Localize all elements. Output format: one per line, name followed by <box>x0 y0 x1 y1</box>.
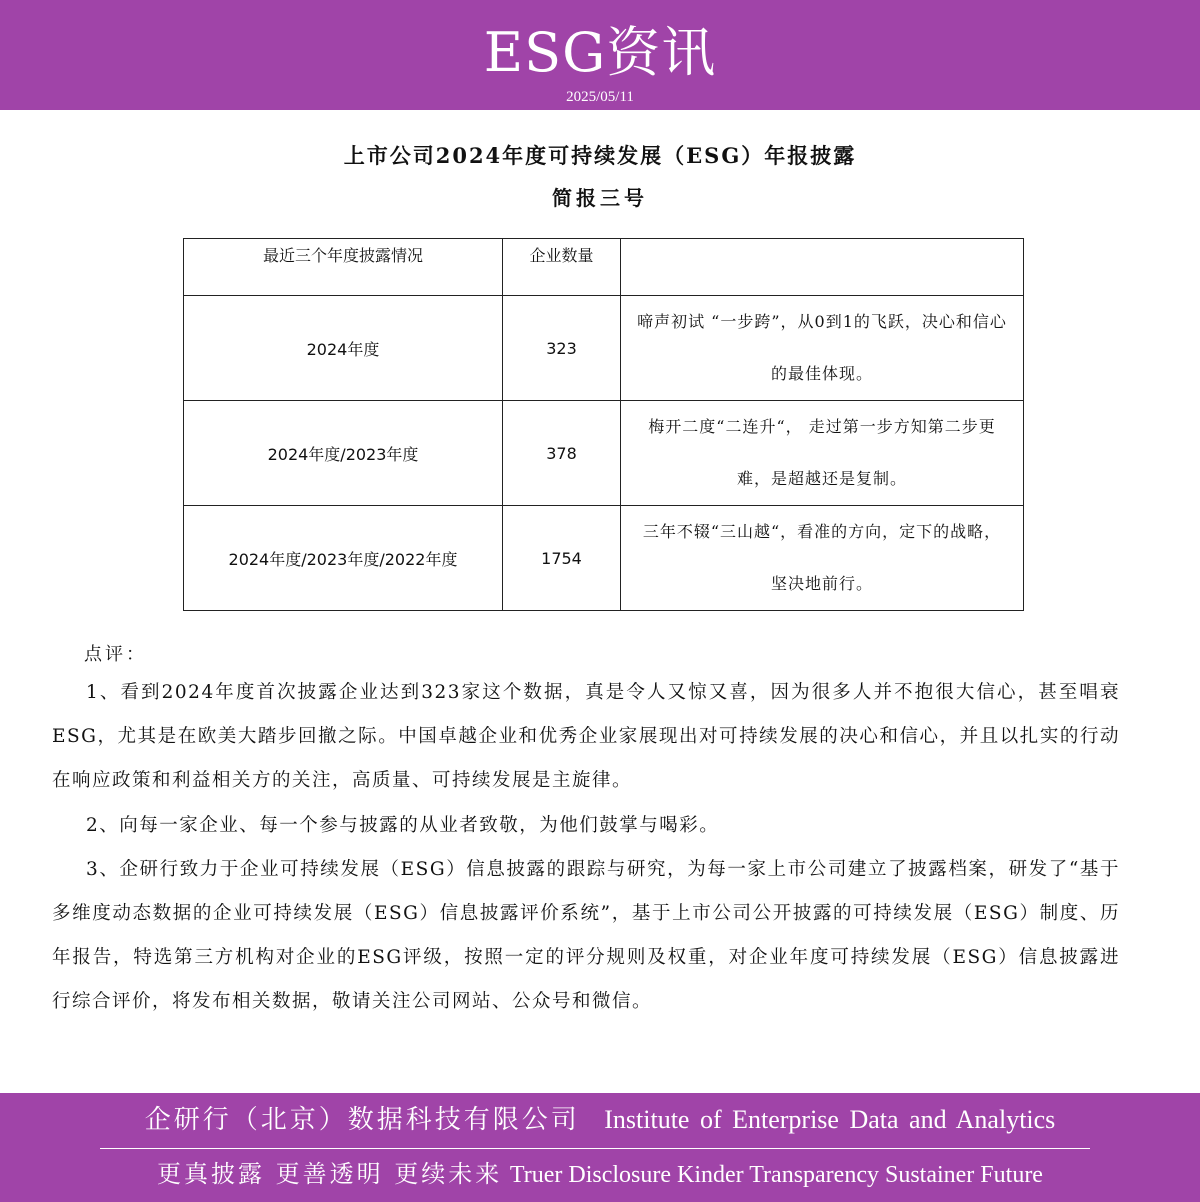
footer-company-en: Institute of Enterprise Data and Analytics <box>604 1105 1056 1134</box>
footer-banner <box>0 1093 1200 1202</box>
header-title: ESG资讯 <box>483 21 717 84</box>
review-paragraph-1: 1、看到2024年度首次披露企业达到323家这个数据，真是令人又惊又喜，因为很多人并不抱很大信心，甚至唱衰ESG，尤其是在欧美大踏步回撤之际。中国卓越企业和优秀企业家展现出对可持续发展的决心和信心，并且以扎实的行动在响应政策和利益相关方的关注，高质量、可持续发展是主旋律。 <box>52 682 1120 791</box>
table-cell-comment: 啼声初试 “一步跨”，从0到1的飞跃，决心和信心的最佳体现。 <box>621 296 1024 401</box>
table-header-comment <box>621 239 1024 296</box>
table-header-count: 企业数量 <box>503 239 621 296</box>
table-cell-period: 2024年度/2023年度/2022年度 <box>184 506 503 611</box>
table-row <box>184 506 1024 611</box>
review-paragraph-3: 3、企研行致力于企业可持续发展（ESG）信息披露的跟踪与研究，为每一家上市公司建立了披露档案，研发了“基于多维度动态数据的企业可持续发展（ESG）信息披露评价系统”，基于上市公司公开披露的可持续发展（ESG）制度、历年报告，特选第三方机构对企业的ESG评级，按照一定的评分规则及权重，对企业年度可持续发展（ESG）信息披露进行综合评价，将发布相关数据，敬请关注公司网站、公众号和微信。 <box>52 859 1120 1012</box>
table-cell-period: 2024年度/2023年度 <box>184 401 503 506</box>
table-cell-comment: 梅开二度“二连升“， 走过第一步方知第二步更难，是超越还是复制。 <box>621 401 1024 506</box>
table-cell-count: 1754 <box>503 506 621 611</box>
review-paragraph-2: 2、向每一家企业、每一个参与披露的从业者致敬，为他们鼓掌与喝彩。 <box>86 815 720 836</box>
table-row <box>184 401 1024 506</box>
document-subtitle: 简报三号 <box>552 186 648 210</box>
footer-slogan-en: Truer Disclosure Kinder Transparency Sustainer Future <box>509 1162 1043 1188</box>
footer-company-cn: 企研行（北京）数据科技有限公司 <box>144 1105 580 1135</box>
table-row <box>184 296 1024 401</box>
table-cell-comment: 三年不辍“三山越“，看准的方向，定下的战略，坚决地前行。 <box>621 506 1024 611</box>
table-header-period: 最近三个年度披露情况 <box>184 239 503 296</box>
header-banner <box>0 0 1200 110</box>
table-header-row <box>184 239 1024 296</box>
document-title: 上市公司2024年度可持续发展（ESG）年报披露 <box>343 143 857 168</box>
table-cell-count: 323 <box>503 296 621 401</box>
footer-company <box>0 1103 1200 1137</box>
footer-slogan-cn: 更真披露 更善透明 更续未来 <box>157 1160 503 1188</box>
header-date: 2025/05/11 <box>566 89 634 105</box>
footer-slogan <box>0 1157 1200 1192</box>
table-cell-period: 2024年度 <box>184 296 503 401</box>
disclosure-table <box>183 238 1024 611</box>
footer-divider <box>100 1148 1090 1149</box>
review-label: 点评： <box>84 644 147 665</box>
table-cell-count: 378 <box>503 401 621 506</box>
